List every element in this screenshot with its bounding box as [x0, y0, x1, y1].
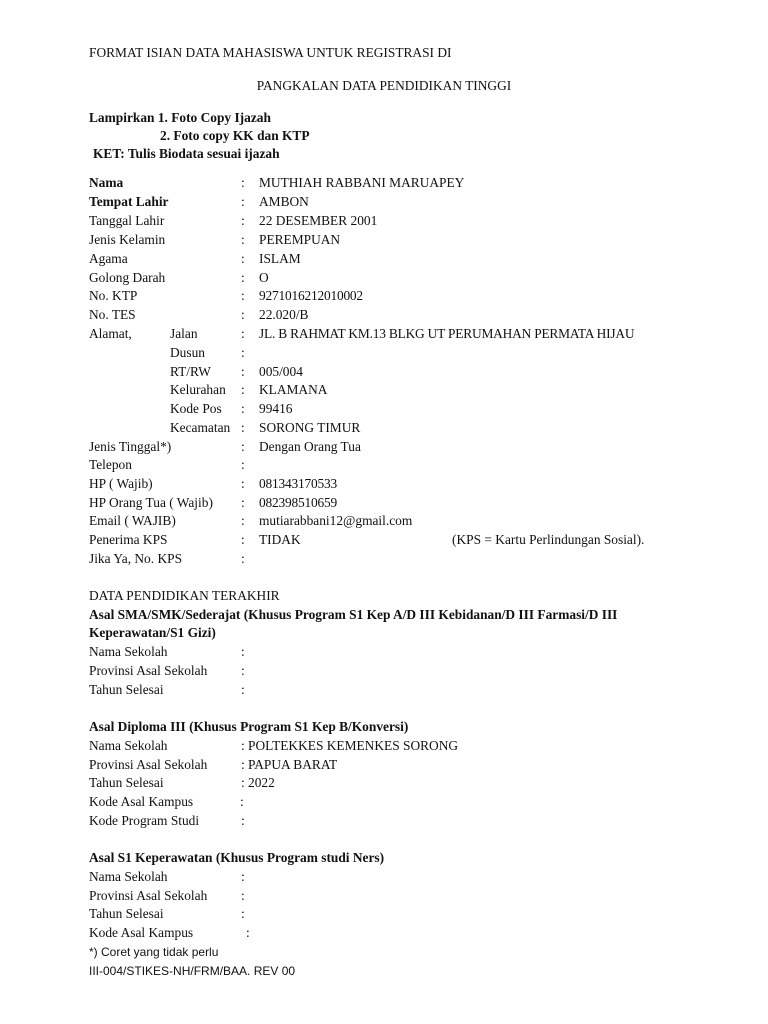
- d3-section-title: Asal Diploma III (Khusus Program S1 Kep B/Konversi): [89, 719, 409, 734]
- value-hp: 081343170533: [259, 476, 337, 491]
- label-tanggal-lahir: Tanggal Lahir: [89, 213, 165, 228]
- colon: :: [241, 288, 245, 303]
- colon: :: [240, 794, 244, 809]
- value-golongan-darah: O: [259, 270, 269, 285]
- colon: :: [241, 439, 245, 454]
- label-jenis-tinggal: Jenis Tinggal*): [89, 439, 172, 454]
- sma-section-title-1: Asal SMA/SMK/Sederajat (Khusus Program S1 Kep A/D III Kebidanan/D III Farmasi/D III: [89, 607, 618, 622]
- s1-label-tahun: Tahun Selesai: [89, 906, 164, 921]
- colon: :: [241, 307, 245, 322]
- colon: :: [241, 551, 245, 566]
- value-agama: ISLAM: [259, 251, 301, 266]
- colon: :: [241, 738, 245, 753]
- value-jenis-kelamin: PEREMPUAN: [259, 232, 341, 247]
- sma-label-tahun: Tahun Selesai: [89, 682, 164, 697]
- colon: :: [241, 813, 245, 828]
- colon: :: [241, 682, 245, 697]
- d3-value-provinsi: PAPUA BARAT: [248, 757, 338, 772]
- colon: :: [241, 213, 245, 228]
- colon: :: [241, 364, 245, 379]
- colon: :: [241, 869, 245, 884]
- form-title-line2: PANGKALAN DATA PENDIDIKAN TINGGI: [256, 78, 512, 93]
- value-jalan: JL. B RAHMAT KM.13 BLKG UT PERUMAHAN PERMATA HIJAU: [259, 326, 635, 341]
- value-tanggal-lahir: 22 DESEMBER 2001: [259, 213, 378, 228]
- d3-label-nama-sekolah: Nama Sekolah: [89, 738, 168, 753]
- label-jalan: Jalan: [170, 326, 198, 341]
- value-no-tes: 22.020/B: [259, 307, 309, 322]
- label-telepon: Telepon: [89, 457, 132, 472]
- colon: :: [241, 194, 245, 209]
- s1-label-kode-kampus: Kode Asal Kampus: [89, 925, 194, 940]
- label-kode-pos: Kode Pos: [170, 401, 222, 416]
- colon: :: [241, 775, 245, 790]
- label-alamat: Alamat,: [89, 326, 132, 341]
- label-rt-rw: RT/RW: [170, 364, 211, 379]
- value-no-ktp: 9271016212010002: [259, 288, 363, 303]
- s1-section-title: Asal S1 Keperawatan (Khusus Program studi Ners): [89, 850, 385, 865]
- form-code: III-004/STIKES-NH/FRM/BAA. REV 00: [89, 964, 296, 978]
- colon: :: [241, 382, 245, 397]
- colon: :: [241, 270, 245, 285]
- colon: :: [241, 495, 245, 510]
- label-hp-orang-tua: HP Orang Tua ( Wajib): [89, 495, 213, 510]
- label-no-kps: Jika Ya, No. KPS: [89, 551, 183, 566]
- colon: :: [241, 644, 245, 659]
- colon: :: [241, 326, 245, 341]
- sma-section-title-2: Keperawatan/S1 Gizi): [89, 625, 216, 640]
- d3-label-provinsi: Provinsi Asal Sekolah: [89, 757, 208, 772]
- colon: :: [241, 457, 245, 472]
- ket-note: KET: Tulis Biodata sesuai ijazah: [93, 146, 280, 161]
- label-no-ktp: No. KTP: [89, 288, 138, 303]
- attachment-line2: 2. Foto copy KK dan KTP: [160, 128, 310, 143]
- value-nama: MUTHIAH RABBANI MARUAPEY: [259, 175, 465, 190]
- s1-label-nama-sekolah: Nama Sekolah: [89, 869, 168, 884]
- value-jenis-tinggal: Dengan Orang Tua: [259, 439, 361, 454]
- value-hp-orang-tua: 082398510659: [259, 495, 337, 510]
- d3-label-kode-kampus: Kode Asal Kampus: [89, 794, 194, 809]
- value-kode-pos: 99416: [259, 401, 293, 416]
- colon: :: [241, 888, 245, 903]
- colon: :: [246, 925, 250, 940]
- colon: :: [241, 232, 245, 247]
- value-tempat-lahir: AMBON: [259, 194, 309, 209]
- d3-value-nama-sekolah: POLTEKKES KEMENKES SORONG: [248, 738, 459, 753]
- sma-label-nama-sekolah: Nama Sekolah: [89, 644, 168, 659]
- s1-label-provinsi: Provinsi Asal Sekolah: [89, 888, 208, 903]
- value-email: mutiarabbani12@gmail.com: [259, 513, 413, 528]
- colon: :: [241, 663, 245, 678]
- label-golongan-darah: Golong Darah: [89, 270, 166, 285]
- value-kecamatan: SORONG TIMUR: [259, 420, 361, 435]
- value-penerima-kps: TIDAK: [259, 532, 301, 547]
- label-kecamatan: Kecamatan: [170, 420, 231, 435]
- kps-note: (KPS = Kartu Perlindungan Sosial).: [452, 532, 645, 547]
- label-nama: Nama: [89, 175, 124, 190]
- label-tempat-lahir: Tempat Lahir: [89, 194, 169, 209]
- colon: :: [241, 906, 245, 921]
- label-penerima-kps: Penerima KPS: [89, 532, 168, 547]
- d3-value-tahun: 2022: [248, 775, 275, 790]
- label-email: Email ( WAJIB): [89, 513, 176, 528]
- colon: :: [241, 345, 245, 360]
- label-dusun: Dusun: [170, 345, 205, 360]
- label-hp: HP ( Wajib): [89, 476, 153, 491]
- value-kelurahan: KLAMANA: [259, 382, 328, 397]
- colon: :: [241, 532, 245, 547]
- colon: :: [241, 420, 245, 435]
- colon: :: [241, 757, 245, 772]
- colon: :: [241, 175, 245, 190]
- d3-label-tahun: Tahun Selesai: [89, 775, 164, 790]
- footer-note: *) Coret yang tidak perlu: [89, 945, 219, 959]
- label-agama: Agama: [89, 251, 128, 266]
- section-title-pendidikan: DATA PENDIDIKAN TERAKHIR: [89, 588, 280, 603]
- value-rt-rw: 005/004: [259, 364, 303, 379]
- colon: :: [241, 251, 245, 266]
- label-jenis-kelamin: Jenis Kelamin: [89, 232, 166, 247]
- sma-label-provinsi: Provinsi Asal Sekolah: [89, 663, 208, 678]
- colon: :: [241, 476, 245, 491]
- colon: :: [241, 401, 245, 416]
- attachment-line1: Lampirkan 1. Foto Copy Ijazah: [89, 110, 271, 125]
- label-kelurahan: Kelurahan: [170, 382, 226, 397]
- label-no-tes: No. TES: [89, 307, 136, 322]
- d3-label-kode-prodi: Kode Program Studi: [89, 813, 200, 828]
- colon: :: [241, 513, 245, 528]
- form-title-line1: FORMAT ISIAN DATA MAHASISWA UNTUK REGISTRASI DI: [89, 45, 452, 60]
